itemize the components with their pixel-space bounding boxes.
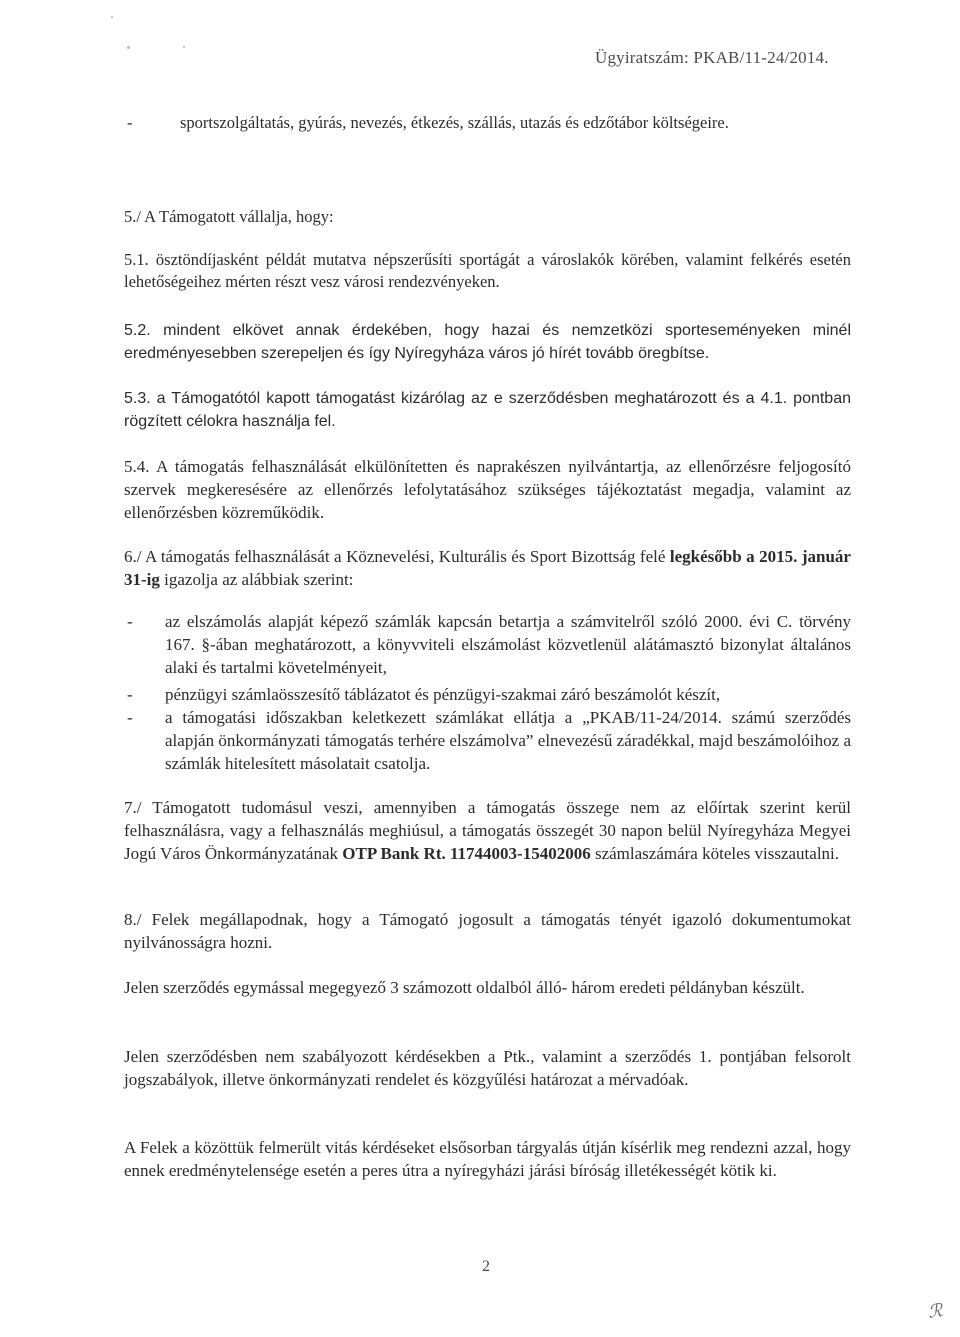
list-item: pénzügyi számlaösszesítő táblázatot és pénzügyi-szakmai záró beszámolót készít, (165, 685, 721, 704)
list-item: az elszámolás alapját képező számlák kapcsán betartja a számvitelről szóló 2000. évi C. törvény 167. §-ában meghatározott, a könyvviteli elszámolást közvetlenül alátámasztó bizonylat általános alaki és tartalmi követelményeit, (165, 612, 851, 677)
scan-speck (111, 16, 113, 18)
paragraph-5-1: 5.1. ösztöndíjasként példát mutatva népszerűsíti sportágát a városlakók körében, valamint felkérés esetén lehetőségeihez mérten részt vesz városi rendezvényeken. (124, 250, 851, 291)
page-number: 2 (482, 1258, 490, 1275)
section-7-text-end: számlaszámára köteles visszautalni. (590, 844, 840, 863)
section-7 (124, 796, 851, 865)
section-6-intro (124, 545, 851, 591)
list-item: sportszolgáltatás, gyúrás, nevezés, étkezés, szállás, utazás és edzőtábor költségeire. (180, 113, 729, 132)
list-dash: - (127, 685, 133, 704)
paragraph-5-3: 5.3. a Támogatótól kapott támogatást kizárólag az e szerződésben meghatározott és a 4.1. pontban rögzített célokra használja fel. (124, 390, 851, 430)
closing-paragraph-governing-law: Jelen szerződésben nem szabályozott kérdésekben a Ptk., valamint a szerződés 1. pontjában felsorolt jogszabályok, illetve önkormányzati rendelet és közgyűlési határozat a mérvadóak. (124, 1047, 851, 1089)
section-6-intro-text-end: igazolja az alábbiak szerint: (159, 570, 354, 589)
case-number: Ügyiratszám: PKAB/11-24/2014. (595, 48, 829, 67)
scan-speck (183, 46, 185, 48)
list-dash: - (127, 708, 133, 727)
paragraph-5-4: 5.4. A támogatás felhasználását elkülönítetten és naprakészen nyilvántartja, az ellenőrzésre feljogosító szervek megkeresésére az ellenőrzés lefolytatásához szükséges tájékoztatást megadja, valamint az ellenőrzésben közreműködik. (124, 457, 851, 522)
section-8: 8./ Felek megállapodnak, hogy a Támogató jogosult a támogatás tényét igazoló dokumentumokat nyilvánosságra hozni. (124, 910, 851, 952)
closing-paragraph-copies: Jelen szerződés egymással megegyező 3 számozott oldalból álló- három eredeti példányban készült. (124, 978, 805, 997)
section-5-heading: 5./ A Támogatott vállalja, hogy: (124, 207, 334, 226)
section-7-text: 7./ Támogatott tudomásul veszi, amennyiben a támogatás összege nem az előírtak szerint kerül felhasználásra, vagy a felhasználás meghiúsul, a támogatás összegét 30 napon belül Nyíregyháza Megyei Jogú Város Önkormányzatának (124, 798, 851, 863)
closing-paragraph-disputes: A Felek a közöttük felmerült vitás kérdéseket elsősorban tárgyalás útján kísérlik meg rendezni azzal, hogy ennek eredménytelensége esetén a peres útra a nyíregyházi járási bíróság illetékességét kötik ki. (124, 1138, 851, 1180)
paragraph-5-2: 5.2. mindent elkövet annak érdekében, hogy hazai és nemzetközi sporteseményeken minél eredményesebben szerepeljen és így Nyíregyháza város jó hírét tovább öregbítse. (124, 322, 851, 362)
list-dash: - (127, 113, 133, 132)
account-number: 11744003-15402006 (449, 844, 591, 863)
section-6-intro-text: 6./ A támogatás felhasználását a Köznevelési, Kulturális és Sport Bizottság felé (124, 547, 666, 566)
list-dash: - (127, 612, 133, 631)
bank-name: OTP Bank Rt. (342, 844, 446, 863)
handwritten-initials: ℛ (926, 1300, 944, 1322)
list-item: a támogatási időszakban keletkezett számlákat ellátja a „PKAB/11-24/2014. számú szerződés alapján önkormányzati támogatás terhére elszámolva” elnevezésű záradékkal, majd beszámolóihoz a számlák hitelesített másolatait csatolja. (165, 708, 851, 773)
scan-speck (127, 46, 130, 49)
deadline: legkésőbb a 2015. január 31-ig (124, 547, 851, 589)
